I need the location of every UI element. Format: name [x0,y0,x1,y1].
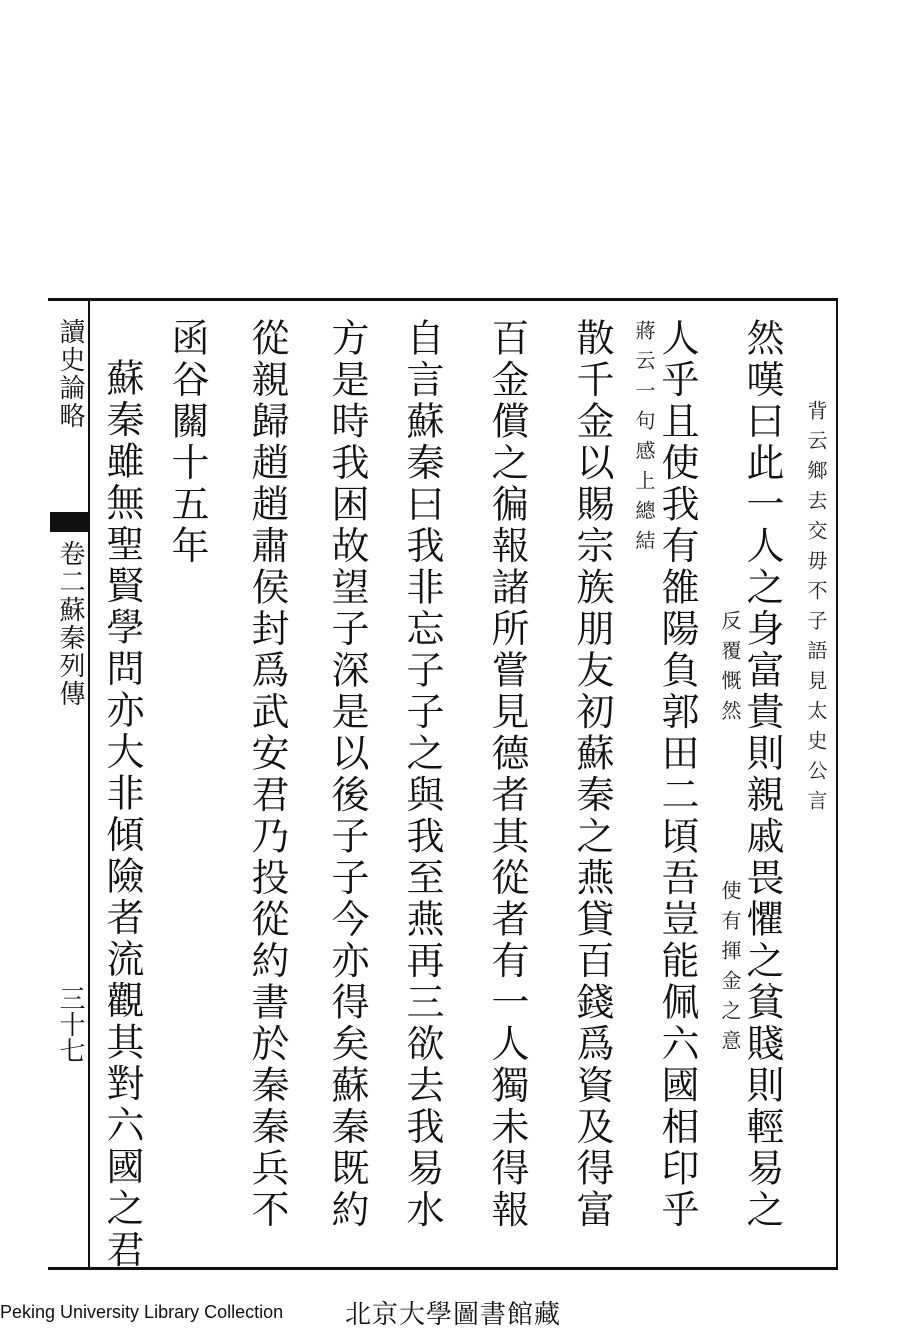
annotation-1: 背云鄉去交毋不子語見太史公言 [804,400,828,820]
text-column-6: 方是時我困故望子深是以後子子今亦得矣蘇秦既約 [325,318,369,1231]
margin-chapter-title: 卷二蘇秦列傳 [55,540,85,708]
footer-collection-en: Peking University Library Collection [0,1302,284,1322]
text-column-7: 從親歸趙趙肅侯封爲武安君乃投從約書於秦秦兵不 [245,318,289,1231]
text-column-2: 人乎且使我有雒陽負郭田二頃吾豈能佩六國相印乎 [655,318,699,1231]
footer-collection-zh: 北京大學圖書館藏 [345,1300,562,1330]
margin-strip [48,298,90,1270]
margin-page-number: 三十七 [55,985,85,1063]
text-column-8: 函谷關十五年 [165,318,209,567]
text-column-3: 散千金以賜宗族朋友初蘇秦之燕貸百錢爲資及得富 [570,318,614,1231]
text-column-4: 百金償之徧報諸所嘗見德者其從者有一人獨未得報 [485,318,529,1231]
margin-book-title: 讀史論略 [55,318,85,430]
fish-tail-block [50,512,88,532]
text-column-9: 蘇秦雖無聖賢學問亦大非傾險者流觀其對六國之君 [100,358,144,1271]
annotation-4: 蔣云一句感上總結 [632,320,656,560]
annotation-3: 使有揮金之意 [718,880,742,1060]
text-column-1: 然嘆曰此一人之身富貴則親戚畏懼之貧賤則輕易之 [740,318,784,1231]
text-column-5: 自言蘇秦曰我非忘子子之與我至燕再三欲去我易水 [400,318,444,1231]
annotation-2: 反覆慨然 [718,610,742,730]
